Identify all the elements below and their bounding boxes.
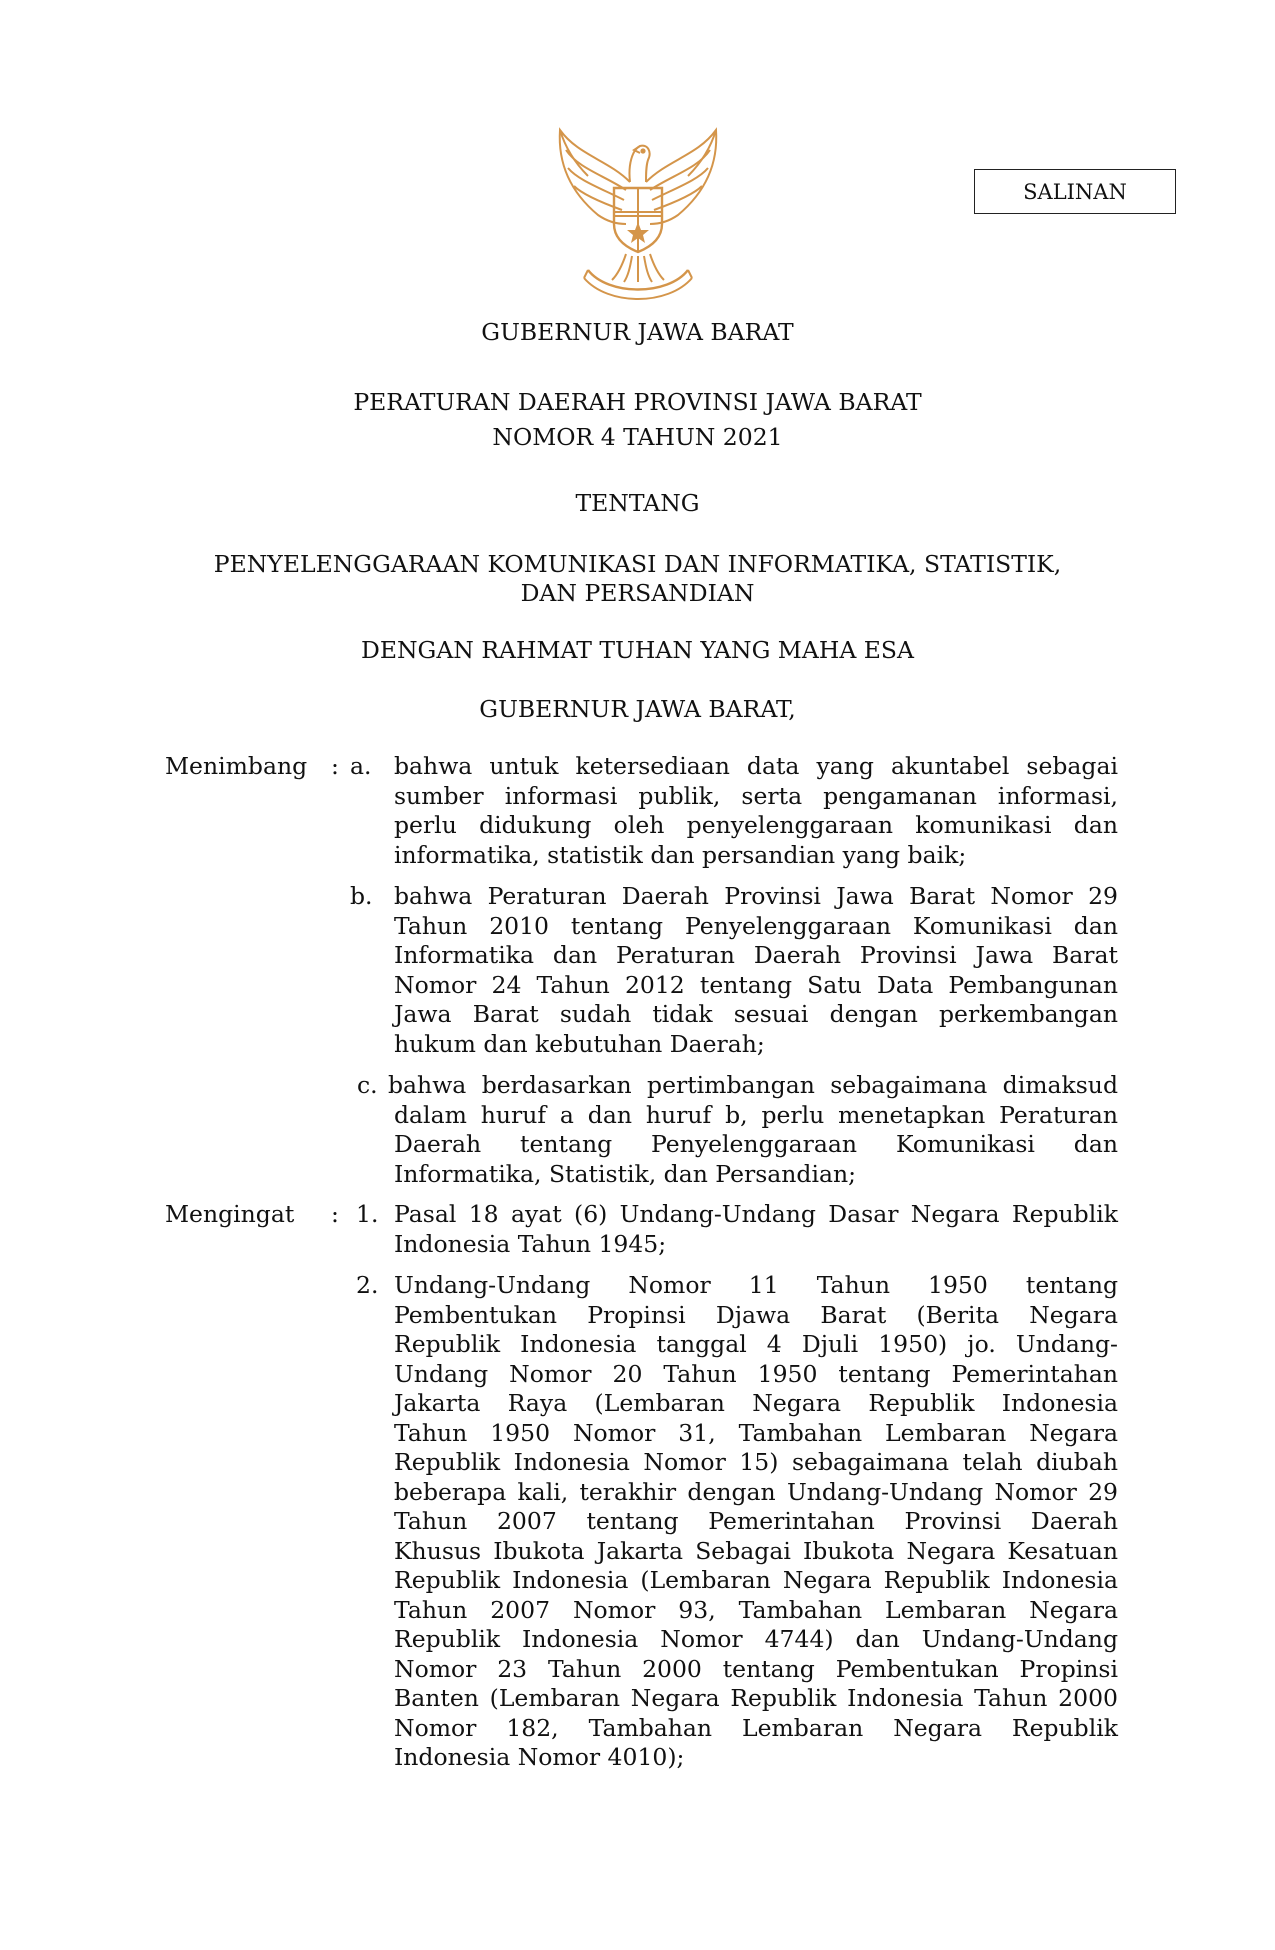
menimbang-marker-c: c. xyxy=(357,1071,378,1099)
text-line: Tahun 2010 tentang Penyelenggaraan Komunikasi dan xyxy=(394,911,1118,940)
text-line: Tahun 2007 tentang Pemerintahan Provinsi Daerah xyxy=(394,1507,1118,1535)
text-line: Khusus Ibukota Jakarta Sebagai Ibukota Negara Kesatuan xyxy=(394,1536,1118,1565)
text-line: Undang-Undang Nomor 11 Tahun 1950 tentang xyxy=(394,1271,1118,1299)
text-line: Republik Indonesia (Lembaran Negara Republik Indonesia xyxy=(394,1566,1118,1594)
text-line: sumber informasi publik, serta pengamanan informasi, xyxy=(394,781,1118,810)
text-line: Daerah tentang Penyelenggaraan Komunikasi dan xyxy=(394,1130,1118,1158)
text-line: Tahun 1950 Nomor 31, Tambahan Lembaran Negara xyxy=(394,1418,1118,1447)
text-line: Pasal 18 ayat (6) Undang-Undang Dasar Negara Republik xyxy=(394,1200,1118,1228)
text-line: Nomor 182, Tambahan Lembaran Negara Republik xyxy=(394,1713,1118,1742)
text-line: Nomor 23 Tahun 2000 tentang Pembentukan Propinsi xyxy=(394,1654,1118,1683)
text-line: Republik Indonesia Nomor 4744) dan Undang-Undang xyxy=(394,1625,1118,1653)
menimbang-marker-b: b. xyxy=(350,882,373,910)
issuer-heading-2: GUBERNUR JAWA BARAT, xyxy=(479,695,796,723)
menimbang-item-a xyxy=(394,752,1118,870)
preamble: DENGAN RAHMAT TUHAN YANG MAHA ESA xyxy=(360,636,915,664)
text-line: hukum dan kebutuhan Daerah; xyxy=(394,1029,765,1058)
menimbang-item-b xyxy=(394,882,1118,1059)
issuer-heading: GUBERNUR JAWA BARAT xyxy=(481,318,794,346)
mengingat-colon: : xyxy=(331,1200,339,1228)
mengingat-marker-2: 2. xyxy=(356,1271,379,1299)
text-line: informatika, statistik dan persandian yang baik; xyxy=(394,840,967,869)
subject-line-1: PENYELENGGARAAN KOMUNIKASI DAN INFORMATIKA, STATISTIK, xyxy=(213,550,1062,578)
text-line: Indonesia Nomor 4010); xyxy=(394,1743,685,1771)
text-line: Republik Indonesia tanggal 4 Djuli 1950) jo. Undang- xyxy=(394,1330,1118,1358)
menimbang-colon: : xyxy=(331,752,339,780)
text-line: Indonesia Tahun 1945; xyxy=(394,1229,667,1258)
text-line: Nomor 24 Tahun 2012 tentang Satu Data Pembangunan xyxy=(394,970,1118,999)
text-line: Informatika, Statistik, dan Persandian; xyxy=(394,1159,857,1188)
text-line: Informatika dan Peraturan Daerah Provinsi Jawa Barat xyxy=(394,941,1118,969)
text-line: Undang Nomor 20 Tahun 1950 tentang Pemerintahan xyxy=(394,1359,1118,1388)
text-line: Pembentukan Propinsi Djawa Barat (Berita Negara xyxy=(394,1300,1118,1329)
regulation-title: PERATURAN DAERAH PROVINSI JAWA BARAT xyxy=(353,388,922,416)
text-line: bahwa berdasarkan pertimbangan sebagaimana dimaksud xyxy=(388,1071,1118,1099)
text-line: Tahun 2007 Nomor 93, Tambahan Lembaran Negara xyxy=(394,1595,1118,1624)
about-heading: TENTANG xyxy=(575,489,700,517)
garuda-emblem-icon xyxy=(548,120,728,310)
menimbang-item-c xyxy=(388,1071,1118,1189)
mengingat-item-1 xyxy=(394,1200,1118,1259)
text-line: bahwa Peraturan Daerah Provinsi Jawa Barat Nomor 29 xyxy=(394,882,1118,910)
text-line: beberapa kali, terakhir dengan Undang-Undang Nomor 29 xyxy=(394,1477,1118,1506)
subject-line-2: DAN PERSANDIAN xyxy=(520,579,755,607)
mengingat-marker-1: 1. xyxy=(356,1200,379,1228)
salinan-stamp: SALINAN xyxy=(974,169,1176,214)
text-line: Jawa Barat sudah tidak sesuai dengan perkembangan xyxy=(394,1000,1118,1028)
text-line: Banten (Lembaran Negara Republik Indonesia Tahun 2000 xyxy=(394,1684,1118,1712)
text-line: bahwa untuk ketersediaan data yang akuntabel sebagai xyxy=(394,752,1118,780)
menimbang-label: Menimbang xyxy=(165,752,308,780)
text-line: Republik Indonesia Nomor 15) sebagaimana telah diubah xyxy=(394,1448,1118,1476)
text-line: perlu didukung oleh penyelenggaraan komunikasi dan xyxy=(394,811,1118,839)
text-line: dalam huruf a dan huruf b, perlu menetapkan Peraturan xyxy=(394,1100,1118,1129)
mengingat-label: Mengingat xyxy=(165,1200,295,1228)
text-line: Jakarta Raya (Lembaran Negara Republik Indonesia xyxy=(394,1389,1118,1417)
regulation-number: NOMOR 4 TAHUN 2021 xyxy=(492,423,783,451)
menimbang-marker-a: a. xyxy=(350,752,372,780)
mengingat-item-2 xyxy=(394,1271,1118,1773)
